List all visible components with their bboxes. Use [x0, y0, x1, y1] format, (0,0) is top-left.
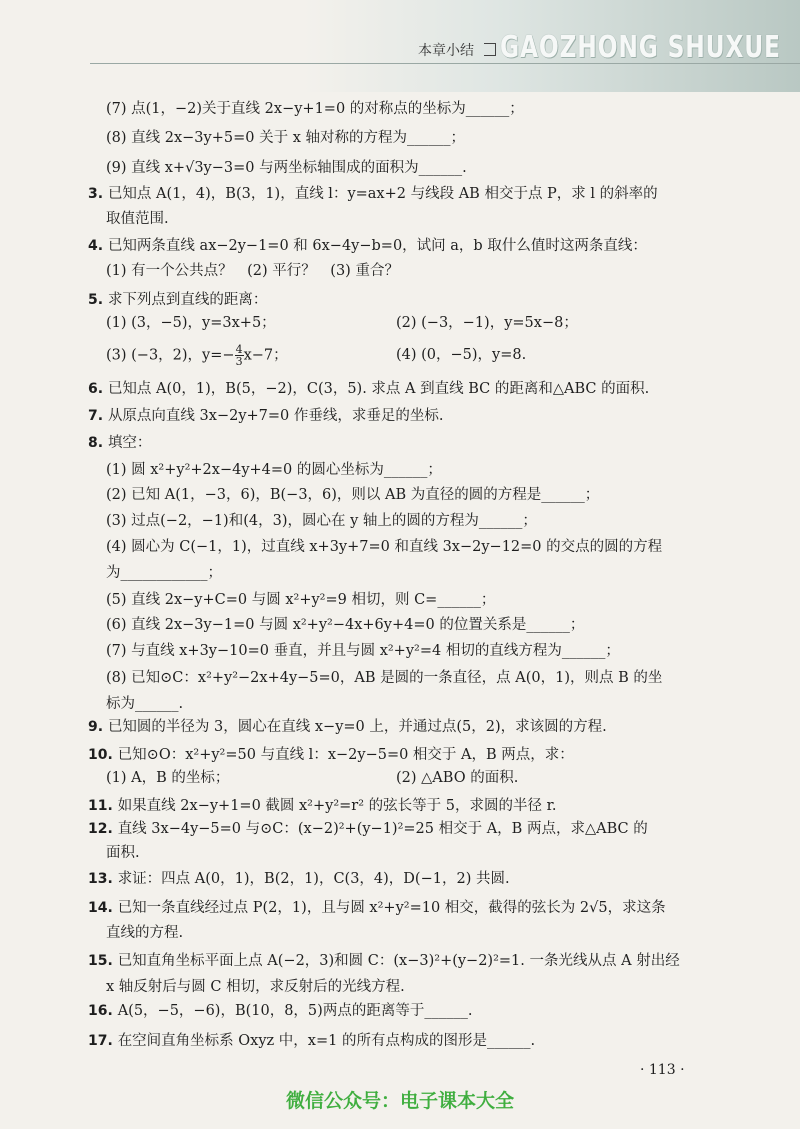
exercise-item	[88, 897, 728, 919]
exercise-subline	[106, 127, 746, 149]
exercise-text-after: x−7；	[243, 347, 288, 364]
exercise-number: 14.	[88, 900, 118, 916]
exercise-text: 求下列点到直线的距离：	[107, 292, 268, 308]
exercise-number: 11.	[88, 798, 118, 814]
exercise-text: (1) 有一个公共点？ (2) 平行？ (3) 重合？	[106, 263, 399, 279]
exercise-text: (1) 圆 x²+y²+2x−4y+4=0 的圆心坐标为______；	[106, 462, 442, 478]
exercise-item	[88, 183, 728, 205]
exercise-item	[88, 950, 728, 972]
exercise-number: 12.	[88, 821, 118, 837]
exercise-text: 标为______.	[106, 696, 184, 712]
exercise-subline	[106, 312, 746, 334]
exercise-text: 已知一条直线经过点 P(2，1)，且与圆 x²+y²=10 相交，截得的弦长为 2√5，求这条	[117, 900, 666, 916]
exercise-number: 6.	[88, 381, 108, 397]
exercise-item	[88, 744, 728, 766]
exercise-subline	[106, 562, 746, 584]
exercise-text-column2: (4) (0，−5)，y=8.	[396, 347, 527, 363]
exercise-text: 已知直角坐标平面上点 A(−2，3)和圆 C：(x−3)²+(y−2)²=1. 一条光线从点 A 射出经	[117, 953, 680, 969]
exercise-subline	[106, 98, 746, 120]
exercise-text: x 轴反射后与圆 C 相切，求反射后的光线方程.	[106, 979, 405, 995]
exercise-subline	[106, 842, 746, 864]
exercise-text: 在空间直角坐标系 Oxyz 中，x=1 的所有点构成的图形是______.	[117, 1033, 536, 1049]
fraction	[235, 344, 244, 367]
exercise-text-column2: (2) (−3，−1)，y=5x−8；	[396, 315, 578, 331]
exercise-subline	[106, 976, 746, 998]
exercise-item	[88, 1030, 728, 1052]
exercise-number: 7.	[88, 408, 108, 424]
exercise-text: 求证：四点 A(0，1)，B(2，1)，C(3，4)，D(−1，2) 共圆.	[117, 871, 510, 887]
exercise-text: (7) 点(1，−2)关于直线 2x−y+1=0 的对称点的坐标为______；	[106, 101, 524, 117]
exercise-text: (1) (3，−5)，y=3x+5；	[106, 315, 276, 331]
exercise-text: (8) 已知⊙C：x²+y²−2x+4y−5=0，AB 是圆的一条直径，点 A(0，1)，则点 B 的坐	[106, 670, 663, 686]
exercise-number: 10.	[88, 747, 118, 763]
exercise-subline	[106, 589, 746, 611]
exercise-number: 16.	[88, 1003, 118, 1019]
exercise-number: 9.	[88, 719, 108, 735]
exercise-subline	[106, 614, 746, 636]
exercise-text: (9) 直线 x+√3y−3=0 与两坐标轴围成的面积为______.	[106, 160, 467, 176]
exercise-subline	[106, 157, 746, 179]
exercise-number: 4.	[88, 238, 108, 254]
exercise-text: 已知圆的半径为 3，圆心在直线 x−y=0 上，并通过点(5，2)，求该圆的方程.	[107, 719, 607, 735]
exercise-subline	[106, 344, 746, 367]
exercise-subline	[106, 459, 746, 481]
fraction-numerator: 4	[235, 343, 243, 356]
exercise-text: 为____________；	[106, 565, 222, 581]
exercise-subline	[106, 922, 746, 944]
exercise-number: 15.	[88, 953, 118, 969]
watermark: 微信公众号：电子课本大全	[285, 1090, 514, 1112]
exercise-number: 3.	[88, 186, 108, 202]
exercise-text: (5) 直线 2x−y+C=0 与圆 x²+y²=9 相切，则 C=______；	[106, 592, 496, 608]
exercise-text: 从原点向直线 3x−2y+7=0 作垂线，求垂足的坐标.	[107, 408, 444, 424]
brand-wordmark: GAOZHONG SHUXUE	[500, 30, 781, 65]
exercise-text: 面积.	[106, 845, 140, 861]
exercise-item	[88, 432, 728, 454]
exercise-text: 如果直线 2x−y+1=0 截圆 x²+y²=r² 的弦长等于 5，求圆的半径 r.	[117, 798, 557, 814]
exercise-subline	[106, 767, 746, 789]
exercise-number: 13.	[88, 871, 118, 887]
exercise-subline	[106, 640, 746, 662]
exercise-item	[88, 289, 728, 311]
exercise-number: 17.	[88, 1033, 118, 1049]
fraction-denominator: 3	[235, 355, 243, 368]
exercise-subline	[106, 667, 746, 689]
exercise-item	[88, 1000, 728, 1022]
exercise-text: 已知点 A(0，1)，B(5，−2)，C(3，5). 求点 A 到直线 BC 的距离和△ABC 的面积.	[107, 381, 650, 397]
exercise-text: (1) A，B 的坐标；	[106, 770, 230, 786]
exercise-text: A(5，−5，−6)，B(10，8，5)两点的距离等于______.	[117, 1003, 473, 1019]
chapter-title: 本章小结	[418, 43, 474, 59]
exercise-item	[88, 716, 728, 738]
exercise-subline	[106, 484, 746, 506]
exercise-subline	[106, 536, 746, 558]
exercise-item	[88, 378, 728, 400]
exercise-text-column2: (2) △ABO 的面积.	[396, 770, 519, 786]
exercise-text: (3) 过点(−2，−1)和(4，3)，圆心在 y 轴上的圆的方程为______；	[106, 513, 537, 529]
exercise-text: 直线的方程.	[106, 925, 184, 941]
exercise-item	[88, 235, 728, 257]
exercise-text: 已知⊙O：x²+y²=50 与直线 l：x−2y−5=0 相交于 A，B 两点，求：	[117, 747, 574, 763]
exercise-text: (8) 直线 2x−3y+5=0 关于 x 轴对称的方程为______；	[106, 130, 465, 146]
exercise-item	[88, 868, 728, 890]
exercise-text: 直线 3x−4y−5=0 与⊙C：(x−2)²+(y−1)²=25 相交于 A，B 两点，求△ABC 的	[117, 821, 648, 837]
exercise-subline	[106, 693, 746, 715]
exercise-text: (2) 已知 A(1，−3，6)，B(−3，6)，则以 AB 为直径的圆的方程是______；	[106, 487, 600, 503]
exercise-text: 填空：	[107, 435, 152, 451]
exercise-number: 8.	[88, 435, 108, 451]
exercise-subline	[106, 510, 746, 532]
exercise-number: 5.	[88, 292, 108, 308]
exercise-item	[88, 405, 728, 427]
exercise-item	[88, 795, 728, 817]
exercise-text: (4) 圆心为 C(−1，1)，过直线 x+3y+7=0 和直线 3x−2y−12=0 的交点的圆的方程	[106, 539, 663, 555]
exercise-text: 已知点 A(1，4)，B(3，1)，直线 l：y=ax+2 与线段 AB 相交于点 P，求 l 的斜率的	[107, 186, 658, 202]
exercise-item	[88, 818, 728, 840]
exercise-text: (6) 直线 2x−3y−1=0 与圆 x²+y²−4x+6y+4=0 的位置关系是______；	[106, 617, 585, 633]
exercise-subline	[106, 260, 746, 282]
exercise-text: (3) (−3，2)，y=−	[106, 347, 235, 364]
exercise-text: 已知两条直线 ax−2y−1=0 和 6x−4y−b=0，试问 a，b 取什么值时这两条直线：	[107, 238, 647, 254]
exercise-text: (7) 与直线 x+3y−10=0 垂直，并且与圆 x²+y²=4 相切的直线方程为______；	[106, 643, 620, 659]
page-number: · 113 ·	[640, 1062, 685, 1078]
exercise-subline	[106, 208, 746, 230]
exercise-text: 取值范围.	[106, 211, 169, 227]
